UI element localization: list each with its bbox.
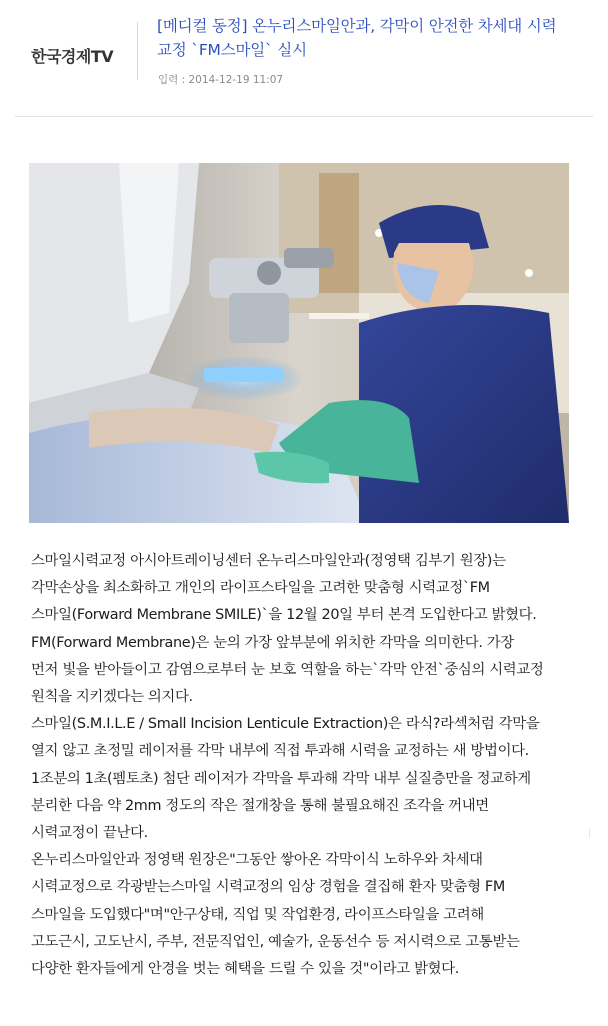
article-line: 고도근시, 고도난시, 주부, 전문직업인, 예술가, 운동선수 등 저시력으로 고통받는 [31, 933, 520, 950]
surgery-photo-illustration [29, 163, 569, 523]
scroll-edge-marker [589, 828, 596, 838]
article-line: 먼저 빛을 받아들이고 감염으로부터 눈 보호 역할을 하는`각막 안전`중심의 시력교정 [31, 661, 544, 678]
header-rule [15, 116, 593, 117]
article-line: 스마일(S.M.I.L.E / Small Incision Lenticule Extraction)은 라식?라섹처럼 각막을 [31, 716, 540, 733]
article-line: 각막손상을 최소화하고 개인의 라이프스타일을 고려한 맞춤형 시력교정`FM [31, 580, 490, 597]
article-line: 원칙을 지키겠다는 의지다. [31, 689, 193, 706]
article-line: 열지 않고 초정밀 레이저를 각막 내부에 직접 투과해 시력을 교정하는 새 방법이다. [31, 743, 529, 760]
publish-date: 입력 : 2014-12-19 11:07 [158, 74, 284, 86]
article-line: 스마일(Forward Membrane SMILE)`을 12월 20일 부터 본격 도입한다고 밝혔다. [31, 607, 537, 624]
article-line: 분리한 다음 약 2mm 정도의 작은 절개창을 통해 불필요해진 조각을 꺼내면 [31, 797, 489, 814]
article-line: 시력교정으로 각광받는스마일 시력교정의 임상 경험을 결집해 환자 맞춤형 FM [31, 879, 505, 896]
surgery-photo [29, 163, 569, 523]
article-line: 온누리스마일안과 정영택 원장은"그동안 쌓아온 각막이식 노하우와 차세대 [31, 852, 483, 869]
article-line: 시력교정이 끝난다. [31, 825, 148, 842]
article-title-line-2: 교정 `FM스마일` 실시 [157, 41, 307, 59]
article-title [157, 14, 602, 62]
article-header [0, 0, 608, 118]
article-body [31, 548, 591, 983]
article-line: 다양한 환자들에게 안경을 벗는 혜택을 드릴 수 있을 것"이라고 밝혔다. [31, 961, 459, 978]
header-divider [137, 22, 138, 80]
broadcaster-logo[interactable]: 한국경제TV [31, 47, 114, 66]
article-line: 스마일을 도입했다"며"안구상태, 직업 및 작업환경, 라이프스타일을 고려해 [31, 906, 484, 923]
article-line: FM(Forward Membrane)은 눈의 가장 앞부분에 위치한 각막을 의미한다. 가장 [31, 634, 514, 651]
article-line: 스마일시력교정 아시아트레이닝센터 온누리스마일안과(정영택 김부기 원장)는 [31, 553, 506, 569]
article-line: 1조분의 1초(펨토초) 첨단 레이저가 각막을 투과해 각막 내부 실질층만을 정교하게 [31, 770, 531, 787]
article-title-line-1: [메디컬 동정] 온누리스마일안과, 각막이 안전한 차세대 시력 [157, 17, 557, 35]
